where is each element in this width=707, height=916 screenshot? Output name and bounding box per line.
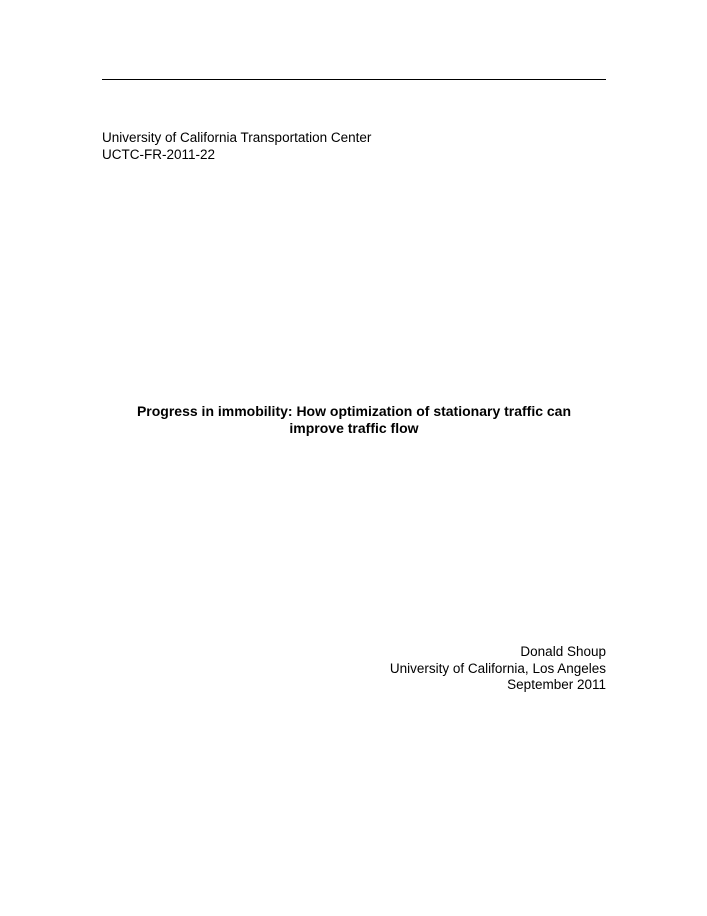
report-number: UCTC-FR-2011-22 [102, 147, 216, 162]
publication-date: September 2011 [507, 677, 606, 692]
author-name: Donald Shoup [520, 644, 606, 659]
author-block [390, 644, 606, 694]
institution-block [102, 129, 371, 163]
title-line-1: Progress in immobility: How optimization of stationary traffic can [136, 403, 572, 419]
institution-name: University of California Transportation Center [102, 130, 372, 145]
document-title [90, 403, 618, 437]
title-line-2: improve traffic flow [289, 420, 419, 436]
author-affiliation: University of California, Los Angeles [389, 660, 606, 676]
header-rule [102, 79, 606, 80]
